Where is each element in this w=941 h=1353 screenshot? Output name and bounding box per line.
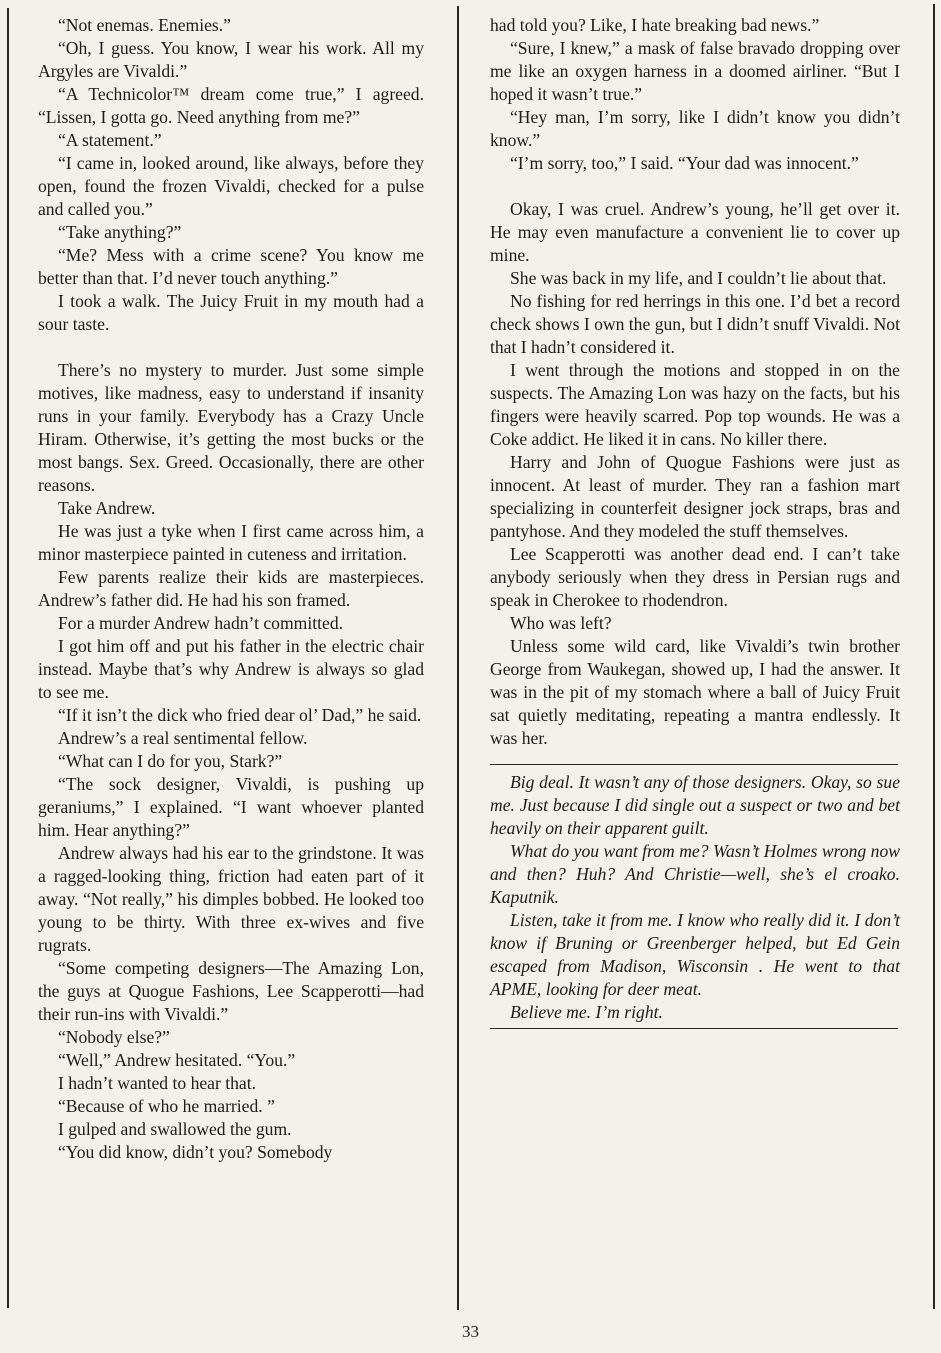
- page-number: 33: [462, 1322, 479, 1341]
- left-section-b: [38, 359, 424, 1164]
- paragraph: “Oh, I guess. You know, I wear his work. All my Argyles are Vivaldi.”: [38, 38, 424, 81]
- section-break: [490, 175, 900, 198]
- paragraph: He was just a tyke when I first came across him, a minor masterpiece painted in cuteness and irritation.: [38, 521, 424, 564]
- paragraph: Okay, I was cruel. Andrew’s young, he’ll get over it. He may even manufacture a convenient lie to cover up mine.: [490, 199, 900, 265]
- author-sidebar: [490, 771, 900, 1024]
- paragraph: There’s no mystery to murder. Just some simple motives, like madness, easy to understand if insanity runs in your family. Everybody has a Crazy Uncle Hiram. Otherwise, it’s getting the most bucks or the most bangs. Sex. Greed. Occasionally, there are other reasons.: [38, 360, 424, 495]
- sidebar-bottom-rule: [490, 1028, 898, 1029]
- left-page-edge: [7, 8, 9, 1308]
- left-section-a: [38, 14, 424, 336]
- paragraph: “Sure, I knew,” a mask of false bravado dropping over me like an oxygen harness in a doomed airliner. “But I hoped it wasn’t true.”: [490, 38, 900, 104]
- sidebar-paragraph: Listen, take it from me. I know who really did it. I don’t know if Bruning or Greenberger helped, but Ed Gein escaped from Madison, Wisconsin . He went to that APME, looking for deer meat.: [490, 910, 900, 999]
- right-page-edge: [933, 4, 935, 1309]
- right-section-a: [490, 37, 900, 175]
- paragraph: “Not enemas. Enemies.”: [58, 15, 231, 35]
- paragraph: Take Andrew.: [58, 498, 156, 518]
- paragraph-continuation: had told you? Like, I hate breaking bad news.”: [490, 15, 820, 35]
- paragraph: Lee Scapperotti was another dead end. I can’t take anybody seriously when they dress in Persian rugs and speak in Cherokee to rhodendron.: [490, 544, 900, 610]
- sidebar-top-rule: [490, 764, 898, 765]
- section-break: [38, 336, 424, 359]
- paragraph: “Hey man, I’m sorry, like I didn’t know you didn’t know.”: [490, 107, 900, 150]
- right-section-b: [490, 198, 900, 750]
- sidebar-paragraph: Believe me. I’m right.: [510, 1002, 663, 1022]
- paragraph: Who was left?: [510, 613, 612, 633]
- paragraph: I took a walk. The Juicy Fruit in my mouth had a sour taste.: [38, 291, 424, 334]
- paragraph: Andrew’s a real sentimental fellow.: [58, 728, 308, 748]
- paragraph: Andrew always had his ear to the grindstone. It was a ragged-looking thing, friction had eaten part of it away. “Not really,” his dimples bobbed. He looked too young to be thirty. With three ex-wives and five rugrats.: [38, 843, 424, 955]
- paragraph: I got him off and put his father in the electric chair instead. Maybe that’s why Andrew is always so glad to see me.: [38, 636, 424, 702]
- right-column: [490, 14, 900, 1035]
- paragraph: Harry and John of Quogue Fashions were just as innocent. At least of murder. They ran a fashion mart specializing in counterfeit designer jock straps, bras and pantyhose. And they modeled the stuff themselves.: [490, 452, 900, 541]
- paragraph: I went through the motions and stopped in on the suspects. The Amazing Lon was hazy on the facts, but his fingers were heavily scarred. Pop top wounds. He was a Coke addict. He liked it in cans. No killer there.: [490, 360, 900, 449]
- paragraph: “Well,” Andrew hesitated. “You.”: [58, 1050, 296, 1070]
- left-column: [38, 14, 424, 1164]
- paragraph: “Me? Mess with a crime scene? You know me better than that. I’d never touch anything.”: [38, 245, 424, 288]
- paragraph: She was back in my life, and I couldn’t lie about that.: [510, 268, 887, 288]
- paragraph: “A Technicolor™ dream come true,” I agreed. “Lissen, I gotta go. Need anything from me?”: [38, 84, 424, 127]
- sidebar-paragraph: Big deal. It wasn’t any of those designers. Okay, so sue me. Just because I did single out a suspect or two and bet heavily on their apparent guilt.: [490, 772, 900, 838]
- paragraph: “I came in, looked around, like always, before they open, found the frozen Vivaldi, checked for a pulse and called you.”: [38, 153, 424, 219]
- paragraph: “Take anything?”: [58, 222, 182, 242]
- paragraph: Unless some wild card, like Vivaldi’s twin brother George from Waukegan, showed up, I had the answer. It was in the pit of my stomach where a ball of Juicy Fruit sat quietly meditating, repeating a mantra endlessly. It was her.: [490, 636, 900, 748]
- sidebar-paragraph: What do you want from me? Wasn’t Holmes wrong now and then? Huh? And Christie—well, she’s el croako. Kaputnik.: [490, 841, 900, 907]
- column-divider: [457, 6, 459, 1310]
- paragraph: “Because of who he married. ”: [58, 1096, 275, 1116]
- paragraph: “What can I do for you, Stark?”: [58, 751, 283, 771]
- paragraph: Few parents realize their kids are masterpieces. Andrew’s father did. He had his son framed.: [38, 567, 424, 610]
- paragraph: “The sock designer, Vivaldi, is pushing up geraniums,” I explained. “I want whoever planted him. Hear anything?”: [38, 774, 424, 840]
- paragraph: “Some competing designers—The Amazing Lon, the guys at Quogue Fashions, Lee Scapperotti—had their run-ins with Vivaldi.”: [38, 958, 424, 1024]
- paragraph: I hadn’t wanted to hear that.: [58, 1073, 257, 1093]
- paragraph: “A statement.”: [58, 130, 162, 150]
- paragraph: “I’m sorry, too,” I said. “Your dad was innocent.”: [510, 153, 859, 173]
- paragraph: “If it isn’t the dick who fried dear ol’ Dad,” he said.: [58, 705, 422, 725]
- paragraph: I gulped and swallowed the gum.: [58, 1119, 292, 1139]
- paragraph: “You did know, didn’t you? Somebody: [58, 1142, 333, 1162]
- paragraph: “Nobody else?”: [58, 1027, 170, 1047]
- paragraph: For a murder Andrew hadn’t committed.: [58, 613, 344, 633]
- paragraph: No fishing for red herrings in this one. I’d bet a record check shows I own the gun, but I didn’t snuff Vivaldi. Not that I hadn’t considered it.: [490, 291, 900, 357]
